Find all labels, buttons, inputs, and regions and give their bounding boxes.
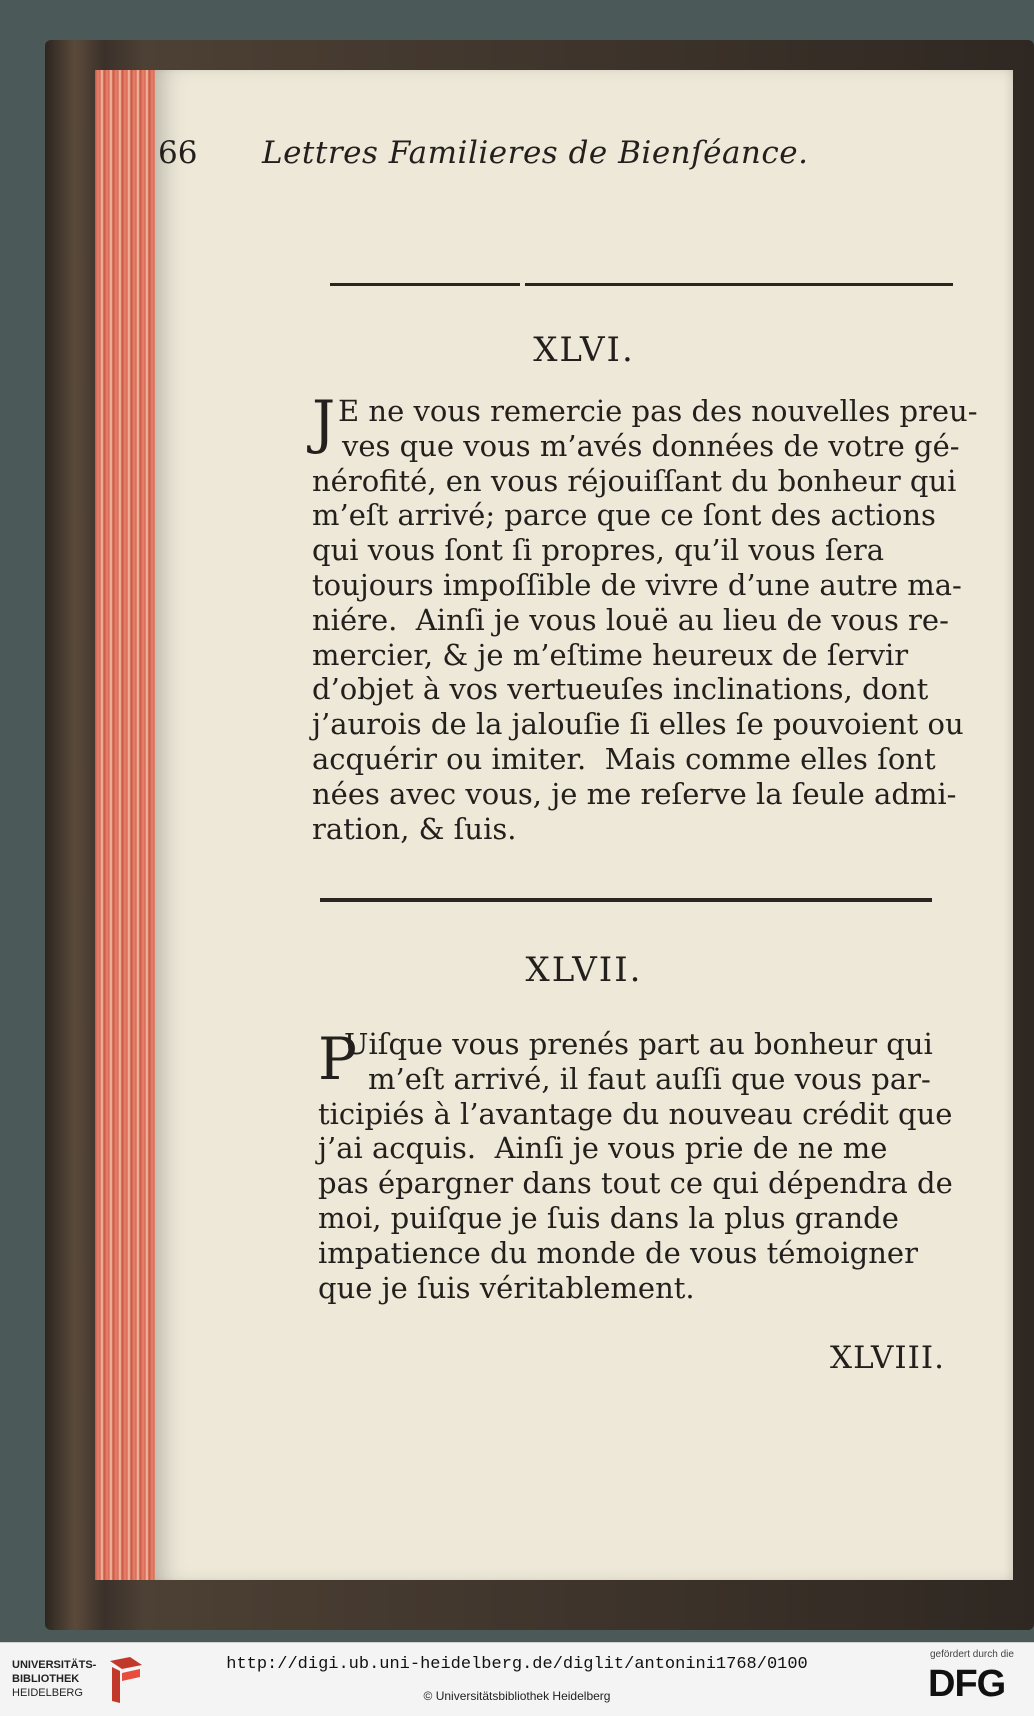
text-line: nées avec vous, je me reſerve la ſeule admi-: [312, 776, 957, 811]
text-line: m’eſt arrivé, il faut auſſi que vous par-: [368, 1061, 931, 1096]
letter-46-body: [312, 388, 978, 846]
text-line: nérofité, en vous réjouiſſant du bonheur qui: [312, 463, 957, 498]
library-name-line1: UNIVERSITÄTS-: [12, 1659, 97, 1671]
letter-47-lines: [318, 1027, 954, 1305]
library-name-line2: BIBLIOTHEK: [12, 1673, 80, 1685]
running-title: Lettres Familieres de Bienſéance.: [262, 135, 809, 171]
letter-heading-47: XLVII.: [525, 950, 643, 990]
text-line: moi, puiſque je ſuis dans la plus grande: [318, 1200, 899, 1235]
running-header: [158, 135, 858, 185]
text-line: ves que vous m’avés données de votre gé-: [342, 428, 960, 463]
dfg-logo: DFG: [928, 1663, 1006, 1705]
header-rule-right: [525, 283, 953, 286]
funder-label: gefördert durch die: [930, 1649, 1014, 1660]
text-line: niére. Ainſi je vous louë au lieu de vous re-: [312, 602, 949, 637]
text-line: qui vous ſont ſi propres, qu’il vous ſera: [312, 533, 885, 568]
page-edges: [95, 70, 155, 1580]
text-line: impatience du monde de vous témoigner: [318, 1235, 918, 1270]
text-line: ration, & ſuis.: [312, 811, 517, 846]
text-line: ticipiés à l’avantage du nouveau crédit que: [318, 1096, 953, 1131]
text-line: mercier, & je m’eſtime heureux de ſervir: [312, 637, 909, 672]
catchword: XLVIII.: [830, 1340, 945, 1376]
text-line: d’objet à vos vertueuſes inclinations, dont: [312, 672, 929, 707]
text-line: acquérir ou imiter. Mais comme elles ſont: [312, 741, 936, 776]
document-url-link[interactable]: http://digi.ub.uni-heidelberg.de/diglit/antonini1768/0100: [226, 1655, 808, 1674]
letter-heading-46: XLVI.: [533, 330, 635, 370]
footer-bar: [0, 1642, 1034, 1716]
copyright-text: © Universitätsbibliothek Heidelberg: [423, 1689, 611, 1703]
section-rule: [320, 898, 932, 902]
header-rule-left: [330, 283, 520, 286]
letter-46-lines: [312, 388, 978, 846]
letter-47-body: [318, 1027, 954, 1305]
text-line: toujours impoſſible de vivre d’une autre ma-: [312, 567, 962, 602]
text-line: pas épargner dans tout ce qui dépendra de: [318, 1166, 953, 1201]
drop-capital-j: J: [312, 388, 336, 456]
text-line: E ne vous remercie pas des nouvelles preu-: [338, 394, 978, 428]
text-line: Uiſque vous prenés part au bonheur qui: [344, 1027, 933, 1061]
text-line: j’aurois de la jalouſie ſi elles ſe pouvoient ou: [312, 707, 964, 742]
library-name-line3: HEIDELBERG: [12, 1687, 83, 1699]
text-line: m’eſt arrivé; parce que ce ſont des actions: [312, 498, 936, 533]
text-line: que je ſuis véritablement.: [318, 1270, 695, 1305]
page-number: 66: [158, 135, 198, 171]
text-line: j’ai acquis. Ainſi je vous prie de ne me: [318, 1131, 888, 1166]
drop-capital-p: P: [318, 1025, 358, 1093]
